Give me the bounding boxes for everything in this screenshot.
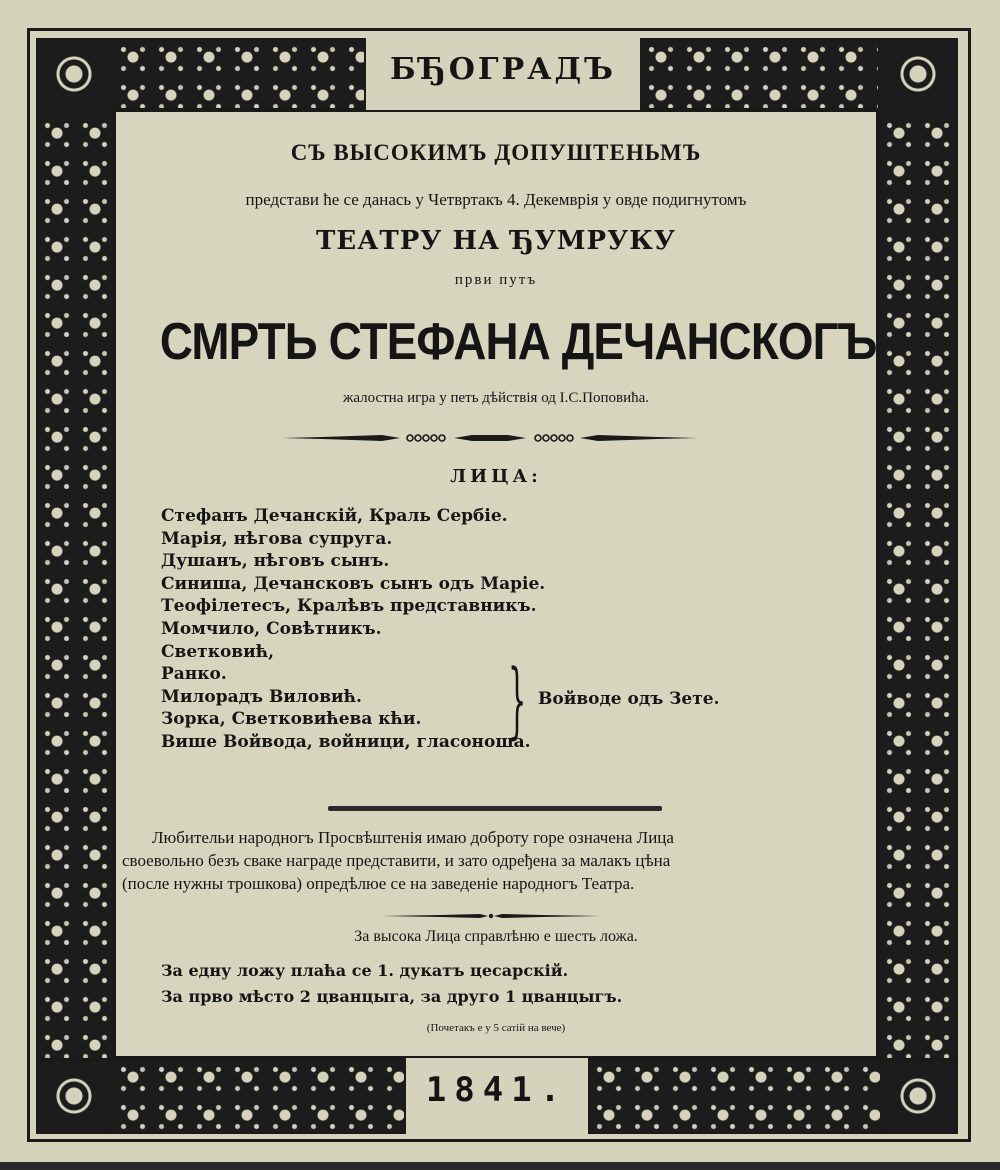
start-time-line: (Почетакъ е у 5 сатій на вече) [426, 1022, 566, 1034]
corner-rosette-icon [880, 1060, 956, 1132]
cast-member: Милорадъ Виловић. [161, 686, 362, 707]
price-line: За прво мѣсто 2 цванцыга, за друго 1 цванцыгъ. [161, 987, 623, 1006]
first-time-line: први путъ [454, 272, 538, 288]
cast-member: Стефанъ Дечанскій, Краль Сербіе. [161, 506, 508, 526]
cast-member: Душанъ, нѣговъ сынъ. [161, 551, 390, 572]
notice-line: (после нужны трошкова) опредѣлюе се на заведеніе народногъ Театра. [122, 874, 635, 893]
announcement-line: представи ће се данась у Четвртакъ 4. Декемврія у овде подигнутомъ [245, 190, 747, 209]
notice-line: своевольно безъ сваке награде представити, и зато одређена за малакъ цѣна [122, 851, 671, 870]
scan-edge [0, 1162, 1000, 1170]
price-line: За едну ложу плаћа се 1. дукатъ цесарскій. [161, 961, 569, 980]
divider-rule [328, 806, 662, 811]
venue-heading: ТЕАТРУ НА ЂУМРУКУ [316, 226, 676, 256]
voivodes-note: Войводе одъ Зете. [538, 689, 720, 709]
ornamental-border-right [878, 38, 958, 1134]
notice-paragraph [122, 826, 870, 895]
small-ornamental-divider-icon [380, 912, 602, 920]
corner-rosette-icon [36, 1060, 112, 1132]
cast-member: Момчило, Совѣтникъ. [161, 618, 382, 639]
cast-member: Марія, нѣгова супруга. [161, 528, 393, 549]
permission-line: СЪ ВЫСОКИМЪ ДОПУШТЕНЬМЪ [290, 140, 702, 165]
play-subtitle: жалостна игра у петь дѣйствія од І.С.Поповића. [342, 390, 650, 406]
curly-brace-icon: } [508, 653, 527, 748]
city-heading: БЂОГРАДЪ [390, 52, 616, 87]
year-label: 1841. [425, 1070, 569, 1110]
ornamental-divider-icon [282, 433, 698, 443]
ornamental-border-left [36, 38, 114, 1134]
cast-member: Зорка, Светковићева кћи. [161, 709, 422, 730]
play-title: СМРТЬ СТЕФАНА ДЕЧАНСКОГЪ [159, 313, 877, 371]
cast-list [161, 505, 545, 754]
cast-member: Теофілетесъ, Кралѣвъ представникъ. [161, 596, 537, 617]
cast-member: Синиша, Дечансковъ сынъ одъ Маріе. [161, 573, 546, 594]
cast-member: Више Войвода, войници, гласоноша. [161, 731, 531, 752]
cast-member: Ранко. [161, 664, 227, 685]
cast-member: Светковић, [161, 641, 275, 662]
corner-rosette-icon [36, 38, 112, 110]
price-list [161, 958, 622, 1010]
boxes-line: За высока Лица справлѣню е шесть ложа. [354, 928, 638, 945]
notice-line: Любительи народногъ Просвѣштенія имаю доброту горе означена Лица [152, 828, 674, 847]
corner-rosette-icon [880, 38, 956, 110]
persons-heading: ЛИЦА: [450, 466, 542, 487]
